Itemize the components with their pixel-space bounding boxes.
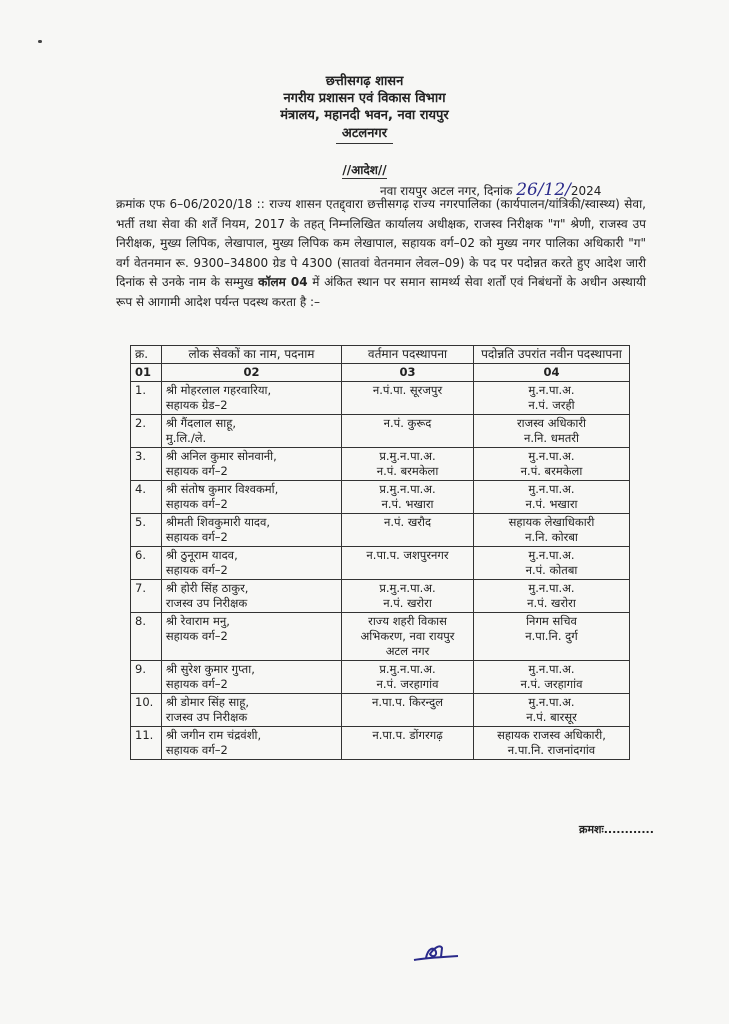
current-post-line1: प्र.मु.न.पा.अ. [379,449,436,463]
row-new-post [473,580,629,613]
employee-designation: सहायक वर्ग–2 [165,563,228,577]
header-government: छत्तीसगढ़ शासन [325,74,404,89]
row-new-post [473,661,629,694]
row-new-post [473,727,629,760]
employee-designation: मु.लि./ले. [165,431,207,445]
handwritten-date: 26/12/ [516,180,571,200]
row-employee [161,448,341,481]
colnum-1: 01 [131,364,162,382]
row-new-post [473,514,629,547]
row-current-post [342,547,474,580]
new-post-line2: न.पं. खरोरा [527,596,576,610]
row-employee [161,514,341,547]
new-post-line1: मु.न.पा.अ. [528,695,575,709]
header-sn: क्र. [131,346,162,364]
order-paragraph [116,195,646,312]
row-new-post [473,547,629,580]
signature-icon [412,938,462,972]
row-sn: 1. [131,382,162,415]
row-employee [161,661,341,694]
row-current-post [342,415,474,448]
table-row [131,580,630,613]
table-row [131,661,630,694]
employee-designation: सहायक ग्रेड–2 [165,398,228,412]
row-new-post [473,694,629,727]
header-city [0,125,729,142]
row-sn: 11. [131,727,162,760]
new-post-line1: मु.न.पा.अ. [528,449,575,463]
row-sn: 4. [131,481,162,514]
colnum-2: 02 [161,364,341,382]
row-new-post [473,415,629,448]
row-employee [161,580,341,613]
header-name: लोक सेवकों का नाम, पदनाम [161,346,341,364]
employee-designation: सहायक वर्ग–2 [165,629,228,643]
employee-designation: सहायक वर्ग–2 [165,530,228,544]
table-row [131,481,630,514]
row-current-post [342,727,474,760]
row-employee [161,415,341,448]
row-sn: 3. [131,448,162,481]
new-post-line1: मु.न.पा.अ. [528,548,575,562]
new-post-line1: सहायक लेखाधिकारी [508,515,595,529]
row-sn: 9. [131,661,162,694]
row-employee [161,382,341,415]
current-post-line1: प्र.मु.न.पा.अ. [379,581,436,595]
new-post-line2: न.पा.नि. दुर्ग [525,629,578,643]
current-post-line2: अभिकरण, नवा रायपुर [360,629,455,643]
employee-designation: राजस्व उप निरीक्षक [165,710,248,724]
header-department: नगरीय प्रशासन एवं विकास विभाग [283,91,446,106]
row-current-post [342,382,474,415]
employee-name: श्री रेवाराम मनु, [165,614,230,628]
current-post-line1: न.पा.प. जशपुरनगर [366,548,449,562]
new-post-line2: न.पं. बरमकेला [520,464,583,478]
header-city-text: अटलनगर [336,126,393,144]
table-row [131,547,630,580]
new-post-line1: मु.न.पा.अ. [528,383,575,397]
table-row [131,448,630,481]
current-post-line2: न.पं. खरोरा [383,596,432,610]
row-sn: 7. [131,580,162,613]
current-post-line1: प्र.मु.न.पा.अ. [379,662,436,676]
row-current-post [342,661,474,694]
employee-designation: सहायक वर्ग–2 [165,677,228,691]
employee-name: श्रीमती शिवकुमारी यादव, [165,515,271,529]
header-current: वर्तमान पदस्थापना [342,346,474,364]
employee-name: श्री जगीन राम चंद्रवंशी, [165,728,262,742]
employee-designation: सहायक वर्ग–2 [165,743,228,757]
current-post-line2: न.पं. जरहागांव [376,677,439,691]
dateline-year: 2024 [570,184,602,198]
row-current-post [342,694,474,727]
table-row [131,727,630,760]
promotion-table [130,345,630,760]
row-current-post [342,481,474,514]
new-post-line2: न.नि. कोरबा [525,530,578,544]
employee-name: श्री संतोष कुमार विश्वकर्मा, [165,482,279,496]
current-post-line1: न.पं.पा. सूरजपुर [372,383,443,397]
employee-name: श्री गैंदलाल साहू, [165,416,236,430]
header-address: मंत्रालय, महानदी भवन, नवा रायपुर [280,108,449,123]
paragraph-part2: में अंकित स्थान पर समान सामर्थ्य सेवा शर्तों एवं निबंधनों के अधीन अस्थायी रूप से आगामी आदेश पर्यन्त पदस्थ करता है :– [116,275,647,309]
row-employee [161,694,341,727]
employee-name: श्री डोमार सिंह साहू, [165,695,250,709]
header-new: पदोन्नति उपरांत नवीन पदस्थापना [473,346,629,364]
row-current-post [342,613,474,661]
new-post-line2: न.पं. जरही [528,398,575,412]
current-post-line1: प्र.मु.न.पा.अ. [379,482,436,496]
continued-note: क्रमशः............ [579,823,654,836]
new-post-line2: न.पं. जरहागांव [520,677,583,691]
row-sn: 6. [131,547,162,580]
new-post-line1: राजस्व अधिकारी [516,416,587,430]
table-row [131,415,630,448]
new-post-line1: निगम सचिव [526,614,577,628]
row-new-post [473,481,629,514]
row-employee [161,481,341,514]
new-post-line2: न.पं. बारसूर [526,710,577,724]
row-new-post [473,613,629,661]
paragraph-part1: क्रमांक एफ 6–06/2020/18 :: राज्य शासन एतद्द्वारा छत्तीसगढ़ राज्य नगरपालिका (कार्यपालन/यांत्रिकी/स्वास्थ्य) सेवा, भर्ती तथा सेवा की शर्तें नियम, 2017 के तहत् निम्नलिखित कार्यालय अधीक्षक, राजस्व निरीक्षक "ग" श्रेणी, राजस्व उप निरीक्षक, मुख्य लिपिक, लेखापाल, मुख्य लिपिक कम लेखापाल, सहायक वर्ग–02 को मुख्य नगर पालिका अधिकारी "ग" वर्ग वेतनमान रू. 9300–34800 ग्रेड पे 4300 (सातवां वेतनमान लेवल–09) के पद पर पदोन्नत करते हुए आदेश जारी दिनांक से उनके नाम के सम्मुख [116,197,646,289]
employee-name: श्री मोहरलाल गहरवारिया, [165,383,272,397]
colnum-4: 04 [473,364,629,382]
new-post-line2: न.पा.नि. राजनांदगांव [507,743,596,757]
current-post-line1: राज्य शहरी विकास [368,614,447,628]
row-sn: 5. [131,514,162,547]
paragraph-bold: कॉलम 04 [258,275,308,289]
new-post-line1: मु.न.पा.अ. [528,581,575,595]
new-post-line2: न.पं. भखारा [525,497,578,511]
row-current-post [342,514,474,547]
colnum-3: 03 [342,364,474,382]
current-post-line3: अटल नगर [385,644,430,658]
row-employee [161,613,341,661]
order-title [0,161,729,178]
row-sn: 10. [131,694,162,727]
row-current-post [342,448,474,481]
employee-designation: सहायक वर्ग–2 [165,464,228,478]
new-post-line1: सहायक राजस्व अधिकारी, [497,728,606,742]
new-post-line2: न.नि. धमतरी [524,431,579,445]
scan-speck [38,40,42,43]
table-row [131,694,630,727]
current-post-line1: न.पं. कुरूद [383,416,432,430]
employee-name: श्री अनिल कुमार सोनवानी, [165,449,277,463]
employee-name: श्री होरी सिंह ठाकुर, [165,581,249,595]
order-title-text: //आदेश// [342,163,387,177]
current-post-line1: न.पा.प. डोंगरगढ़ [372,728,443,742]
table-row [131,613,630,661]
new-post-line2: न.पं. कोतबा [525,563,578,577]
current-post-line1: न.पा.प. किरन्दुल [372,695,444,709]
row-employee [161,547,341,580]
employee-designation: सहायक वर्ग–2 [165,497,228,511]
row-new-post [473,382,629,415]
table-row [131,514,630,547]
dateline-prefix: नवा रायपुर अटल नगर, दिनांक [380,184,513,198]
employee-name: श्री ठुनूराम यादव, [165,548,238,562]
new-post-line1: मु.न.पा.अ. [528,482,575,496]
employee-designation: राजस्व उप निरीक्षक [165,596,248,610]
row-sn: 8. [131,613,162,661]
row-current-post [342,580,474,613]
current-post-line2: न.पं. बरमकेला [376,464,439,478]
table-row [131,382,630,415]
table-header-row [131,346,630,364]
employee-name: श्री सुरेश कुमार गुप्ता, [165,662,255,676]
current-post-line1: न.पं. खरौद [383,515,432,529]
row-sn: 2. [131,415,162,448]
table-colnum-row [131,364,630,382]
row-employee [161,727,341,760]
current-post-line2: न.पं. भखारा [381,497,434,511]
new-post-line1: मु.न.पा.अ. [528,662,575,676]
row-new-post [473,448,629,481]
